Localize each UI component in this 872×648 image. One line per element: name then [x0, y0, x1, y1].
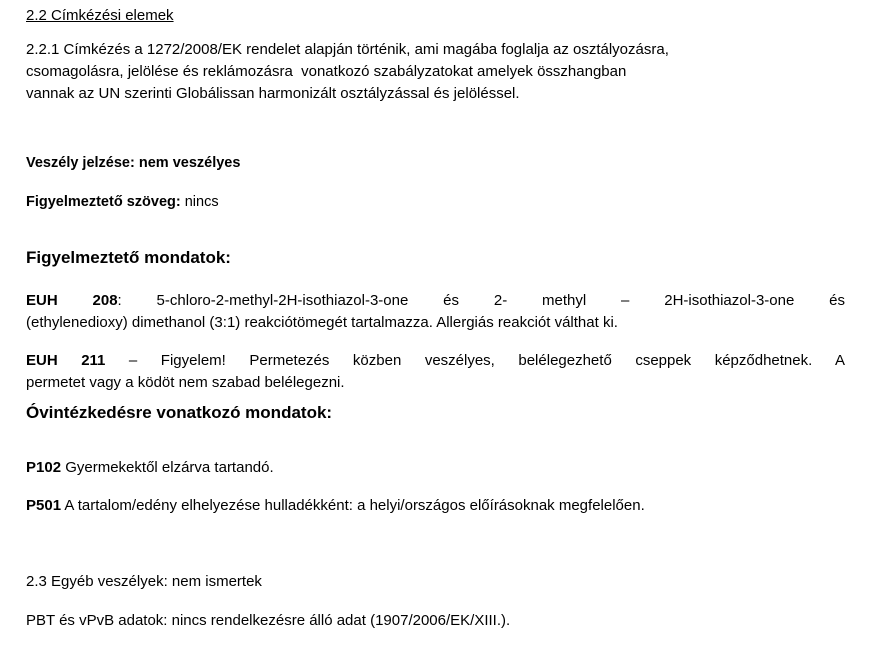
text-segment: (ethylenedioxy) dimethanol (3:1) reakciótömegét tartalmazza. Allergiás reakciót válthat ki.: [26, 314, 618, 331]
text-line: [26, 153, 845, 173]
bold-text-segment: Veszély jelzése: nem veszélyes: [26, 155, 241, 171]
text-segment: csomagolásra, jelölése és reklámozásra vonatkozó szabályzatokat amelyek összhangban: [26, 63, 627, 80]
text-line: [26, 290, 845, 312]
heading-2-2: [26, 6, 845, 26]
heading-precaution-phrases: [26, 402, 845, 423]
text-line: [26, 61, 845, 83]
bold-text-segment: P501: [26, 497, 62, 514]
text-segment: nincs: [180, 194, 219, 210]
heading-warning-phrases: [26, 247, 845, 268]
text-line: [26, 39, 845, 61]
text-line: [26, 372, 845, 394]
text-line: [26, 350, 845, 372]
bold-text-segment: Figyelmeztető mondatok:: [26, 248, 231, 267]
text-line: [26, 6, 845, 26]
text-line: [26, 458, 845, 478]
text-line: [26, 247, 845, 268]
bold-text-segment: EUH 208: [26, 292, 118, 309]
text-segment: Gyermekektől elzárva tartandó.: [61, 459, 274, 476]
signal-word-line: [26, 192, 845, 212]
text-segment: : 5-chloro-2-methyl-2H-isothiazol-3-one és 2- methyl – 2H-isothiazol-3-one és: [117, 292, 845, 309]
bold-text-segment: Óvintézkedésre vonatkozó mondatok:: [26, 403, 333, 422]
euh-208-paragraph: [26, 290, 845, 334]
text-segment: vannak az UN szerinti Globálissan harmonizált osztályzással és jelöléssel.: [26, 85, 520, 102]
text-line: [26, 572, 845, 592]
text-segment: PBT és vPvB adatok: nincs rendelkezésre álló adat (1907/2006/EK/XIII.).: [26, 612, 511, 629]
text-line: [26, 312, 845, 334]
text-segment: 2.2.1 Címkézés a 1272/2008/EK rendelet alapján történik, ami magába foglalja az osztályozásra,: [26, 41, 669, 58]
section-2-3-line: [26, 572, 845, 592]
text-segment: – Figyelem! Permetezés közben veszélyes, belélegezhető cseppek képződhetnek. A: [105, 352, 845, 369]
bold-text-segment: EUH 211: [26, 352, 106, 369]
hazard-symbol-line: [26, 153, 845, 173]
text-segment: 2.3 Egyéb veszélyek: nem ismertek: [26, 573, 262, 590]
bold-text-segment: Figyelmeztető szöveg:: [26, 194, 181, 210]
text-line: [26, 611, 845, 631]
text-line: [26, 83, 845, 105]
text-line: [26, 192, 845, 212]
document-body: [26, 6, 845, 631]
para-2-2-1: [26, 39, 845, 105]
text-line: [26, 496, 845, 516]
text-segment: permetet vagy a ködöt nem szabad belélegezni.: [26, 374, 345, 391]
euh-211-paragraph: [26, 350, 845, 394]
text-segment: 2.2 Címkézési elemek: [26, 7, 174, 24]
pbt-line: [26, 611, 845, 631]
p102-line: [26, 458, 845, 478]
bold-text-segment: P102: [26, 459, 62, 476]
p501-line: [26, 496, 845, 516]
text-segment: A tartalom/edény elhelyezése hulladékként: a helyi/országos előírásoknak megfelelően.: [61, 497, 645, 514]
text-line: [26, 402, 845, 423]
